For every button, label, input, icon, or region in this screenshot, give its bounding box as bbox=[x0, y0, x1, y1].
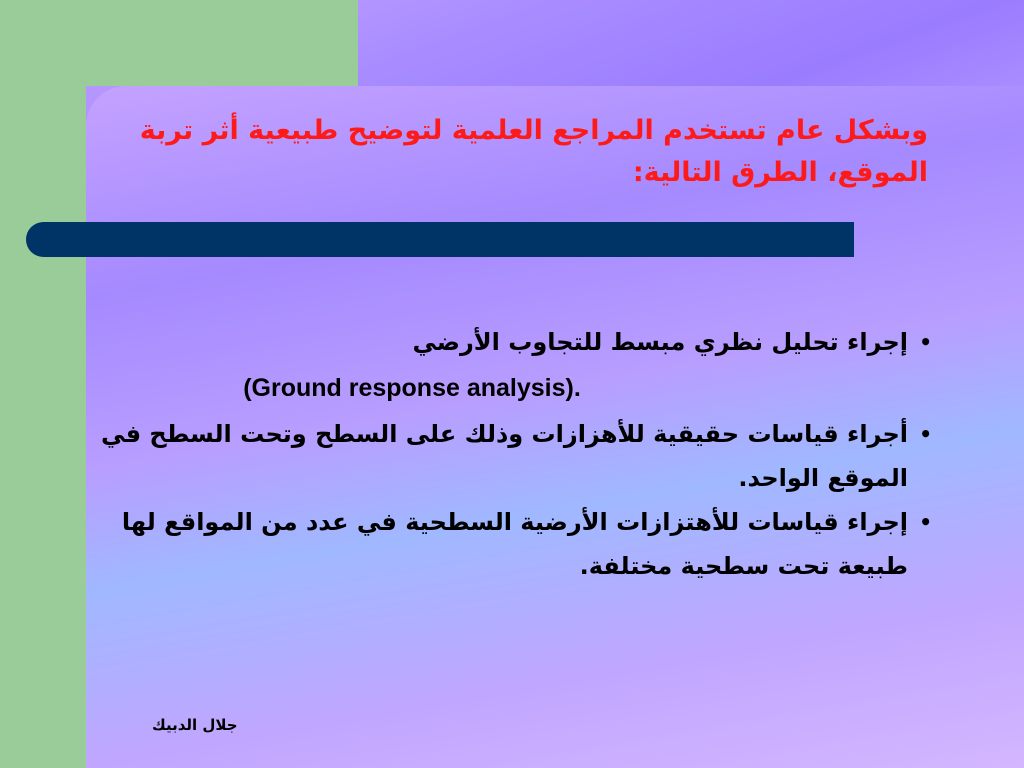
bullet-icon: • bbox=[919, 422, 932, 446]
title-divider-bar bbox=[26, 222, 854, 257]
author-name: جلال الدبيك bbox=[152, 716, 238, 734]
slide-title: وبشكل عام تستخدم المراجع العلمية لتوضيح طبيعية أثر تربة الموقع، الطرق التالية: bbox=[139, 115, 928, 188]
list-item bbox=[92, 320, 932, 364]
list-item bbox=[92, 412, 932, 500]
list-item-text: إجراء تحليل نظري مبسط للتجاوب الأرضي bbox=[412, 328, 908, 356]
list-item-text: أجراء قياسات حقيقية للأهزازات وذلك على السطح وتحت السطح في الموقع الواحد. bbox=[101, 420, 908, 492]
left-green-band bbox=[0, 0, 86, 768]
bullet-icon: • bbox=[919, 330, 932, 354]
list-item bbox=[92, 500, 932, 588]
bullet-list bbox=[92, 320, 932, 588]
list-item-continuation: (Ground response analysis). bbox=[243, 374, 581, 402]
list-item-text: إجراء قياسات للأهتزازات الأرضية السطحية في عدد من المواقع لها طبيعة تحت سطحية مختلفة. bbox=[121, 508, 908, 580]
bullet-icon: • bbox=[919, 510, 932, 534]
